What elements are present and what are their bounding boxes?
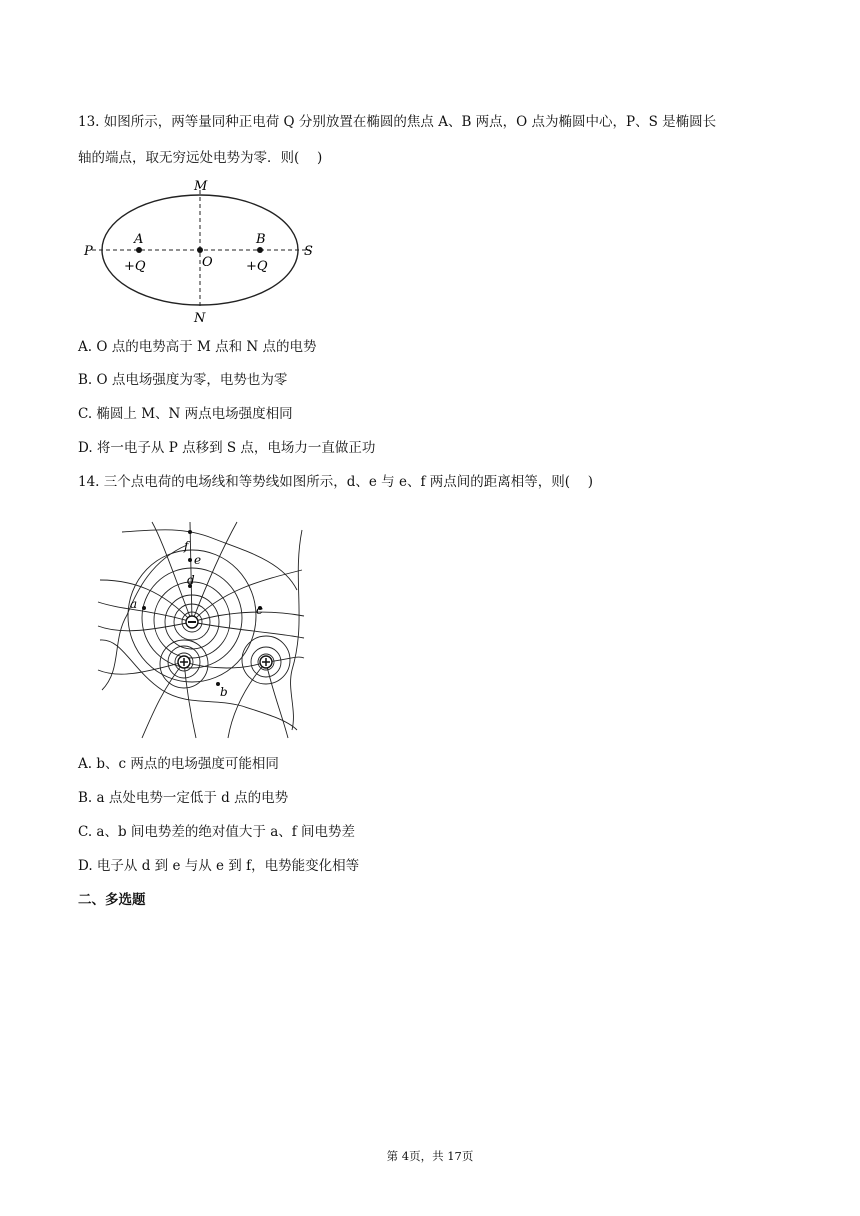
equipotential <box>291 530 302 730</box>
field-line <box>190 522 192 622</box>
q13-option-a: A. O 点的电势高于 M 点和 N 点的电势 <box>78 339 317 355</box>
label-N: N <box>194 311 206 326</box>
q13-option-d: D. 将一电子从 P 点移到 S 点，电场力一直做正功 <box>78 440 376 456</box>
label-A: A <box>134 232 144 247</box>
equipotential <box>122 530 297 590</box>
label-B: B <box>256 232 266 247</box>
q13-stem-line1: 13. 如图所示，两等量同种正电荷 Q 分别放置在椭圆的焦点 A、B 两点，O 点为椭圆中心，P、S 是椭圆长 <box>78 114 717 130</box>
field-line <box>98 602 192 622</box>
field-line <box>184 662 266 668</box>
q14-option-a: A. b、c 两点的电场强度可能相同 <box>78 756 279 772</box>
q13-option-b: B. O 点电场强度为零，电势也为零 <box>78 372 288 388</box>
field-line <box>266 662 288 738</box>
label-S: S <box>304 244 313 259</box>
q14-option-c: C. a、b 间电势差的绝对值大于 a、f 间电势差 <box>78 824 356 840</box>
label-M: M <box>194 179 208 194</box>
point-a <box>142 606 146 610</box>
field-line <box>192 612 304 622</box>
q14-option-d: D. 电子从 d 到 e 与从 e 到 f，电势能变化相等 <box>78 858 360 874</box>
label-a: a <box>130 597 138 611</box>
field-line <box>192 622 304 638</box>
label-b: b <box>220 685 228 699</box>
label-O: O <box>202 255 213 270</box>
point-e <box>188 558 192 562</box>
section-title: 二、多选题 <box>78 892 146 908</box>
label-c: c <box>256 603 263 617</box>
equipotential <box>100 640 297 730</box>
q13-option-c: C. 椭圆上 M、N 两点电场强度相同 <box>78 406 293 422</box>
label-e: e <box>194 553 202 567</box>
q13-ellipse-figure <box>82 176 322 326</box>
label-P: P <box>84 244 93 259</box>
point-B <box>257 247 263 253</box>
page-footer: 第 4页，共 17页 <box>386 1149 474 1163</box>
label-d: d <box>187 573 195 587</box>
q14-option-b: B. a 点处电势一定低于 d 点的电势 <box>78 790 289 806</box>
q13-stem-line2: 轴的端点，取无穷远处电势为零．则( ) <box>78 150 323 166</box>
field-line <box>98 622 192 631</box>
label-charge-B: +Q <box>246 259 268 274</box>
point-A <box>136 247 142 253</box>
label-f: f <box>184 539 189 553</box>
field-line <box>142 662 184 738</box>
field-line <box>228 662 266 738</box>
q14-field-lines-figure <box>92 520 306 740</box>
q14-stem: 14. 三个点电荷的电场线和等势线如图所示，d、e 与 e、f 两点间的距离相等，则( ) <box>78 474 594 490</box>
point-f <box>188 530 192 534</box>
point-O <box>197 247 203 253</box>
label-charge-A: +Q <box>124 259 146 274</box>
